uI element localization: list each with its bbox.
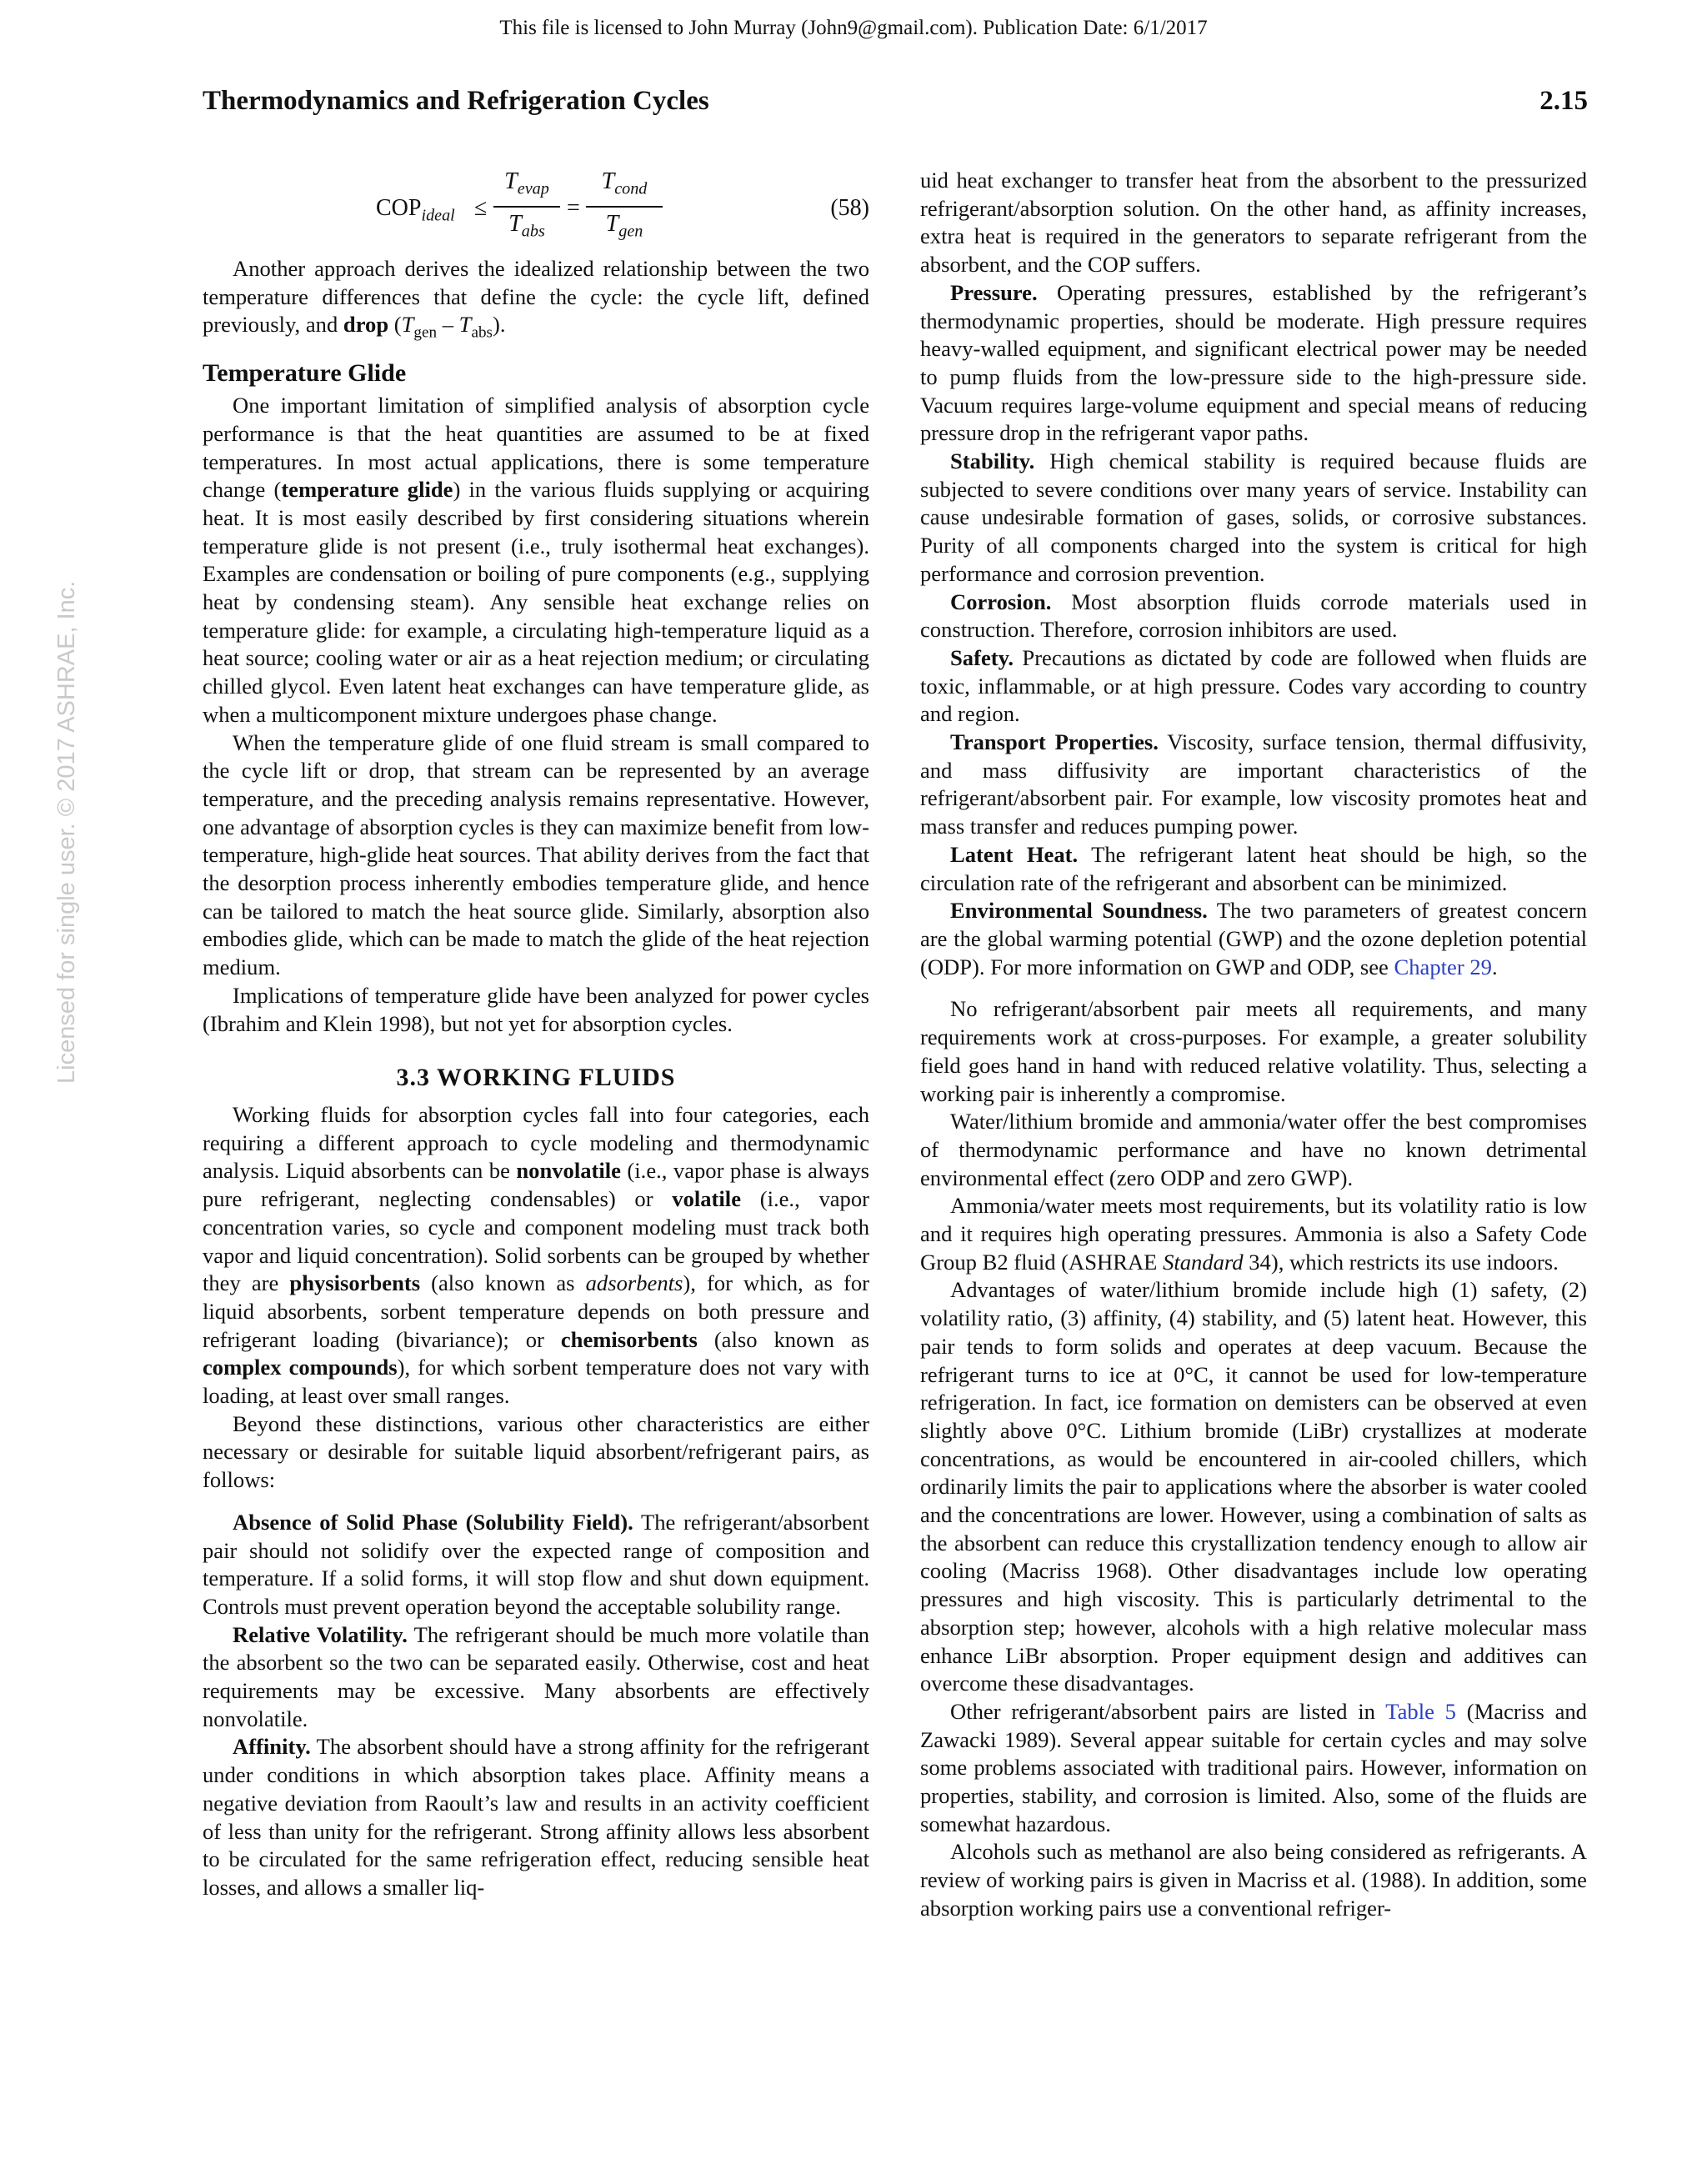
paragraph-relative-volatility: Relative Volatility. The refrigerant should be much more volatile than the absorbent so the two can be separated easily. Otherwise, cost and heat requirements may be excessive. Many absorbents are effectively nonvolatile. [203,1621,869,1731]
paragraph-glide-3: Implications of temperature glide have been analyzed for power cycles (Ibrahim and Klein 1998), but not yet for absorption cycles. [203,982,869,1036]
paragraph-working-2: Beyond these distinctions, various other characteristics are either necessary or desirable for suitable liquid absorbent/refrigerant pairs, as follows: [203,1410,869,1493]
paragraph-corrosion: Corrosion. Most absorption fluids corrode materials used in construction. Therefore, corrosion inhibitors are used. [920,589,1587,643]
license-notice: This file is licensed to John Murray (John9@gmail.com). Publication Date: 6/1/2017 [499,17,1208,39]
paragraph-affinity: Affinity. The absorbent should have a strong affinity for the refrigerant under conditions in which absorption takes place. Affinity means a negative deviation from Raoult’s law and results in an activity coefficient of less than unity for the refrigerant. Strong affinity allows less absorbent to be circulated for the same refrigeration effect, reducing sensible heat losses, and allows a smaller liq- [203,1734,869,1900]
link-chapter-29[interactable]: Chapter 29 [1394,954,1492,979]
paragraph-latent-heat: Latent Heat. The refrigerant latent heat should be high, so the circulation rate of the refrigerant and absorbent can be minimized. [920,841,1588,895]
paragraph-transport: Transport Properties. Viscosity, surface tension, thermal diffusivity, and mass diffusivity are important characteristics of the refrigerant/absorbent pair. For example, low viscosity promotes heat and mass transfer and reduces pumping power. [920,729,1587,839]
eq-fraction-2: $T_{cond}$ $T_{gen}$ [586,165,663,248]
right-column [920,167,1587,1923]
eq-fraction-1: $T_{evap}$ $T_{abs}$ [493,165,560,248]
paragraph-water-libr-ammonia: Water/lithium bromide and ammonia/water offer the best compromises of thermodynamic performance and have no known detrimental environmental effect (zero ODP and zero GWP). [920,1109,1587,1190]
paragraph-working-1: Working fluids for absorption cycles fall into four categories, each requiring a different approach to cycle modeling and thermodynamic analysis. Liquid absorbents can be nonvolatile (i.e., vapor phase is always pure refrigerant, neglecting condensables) or volatile (i.e., vapor concentration varies, so cycle and component modeling must track both vapor and liquid concentration). Solid sorbents can be grouped by whether they are physisorbents (also known as adsorbents), for which, as for liquid absorbents, sorbent temperature depends on both pressure and refrigerant loading (bivariance); or chemisorbents (also known as complex compounds), for which sorbent temperature does not vary with loading, at least over small ranges. [203,1102,869,1409]
paragraph-glide-1: One important limitation of simplified analysis of absorption cycle performance is that the heat quantities are assumed to be at fixed temperatures. In most actual applications, there is some temperature change (temperature glide) in the various fluids supplying or acquiring heat. It is most easily described by first considering situations wherein temperature glide is not present (i.e., truly isothermal heat exchanges). Examples are condensation or boiling of pure components (e.g., supplying heat by condensing steam). Any sensible heat exchange relies on temperature glide: for example, a circulating high-temperature liquid as a heat source; cooling water or air as a heat rejection medium; or circulating chilled glycol. Even latent heat exchanges can have temperature glide, as when a multicomponent mixture undergoes phase change. [203,393,869,727]
eq-equals: = [567,195,580,221]
paragraph-other-pairs: Other refrigerant/absorbent pairs are listed in Table 5 (Macriss and Zawacki 1989). Several appear suitable for certain cycles and may solve some problems associated with traditional pairs. However, information on properties, stability, and corrosion is limited. Also, some of the fluids are somewhat hazardous. [920,1698,1587,1836]
paragraph-ammonia-water: Ammonia/water meets most requirements, but its volatility ratio is low and it requires high operating pressures. Ammonia is also a Safety Code Group B2 fluid (ASHRAE Standard 34), which restricts its use indoors. [920,1193,1587,1275]
running-header-title: Thermodynamics and Refrigeration Cycles [203,86,709,116]
paragraph-safety: Safety. Precautions as dictated by code are followed when fluids are toxic, inflammable, or at high pressure. Codes vary according to country and region. [920,644,1587,727]
paragraph-affinity-continued: uid heat exchanger to transfer heat from the absorbent to the pressurized refrigerant/absorption solution. On the other hand, as affinity increases, extra heat is required in the generators to separate refrigerant from the absorbent, and the COP suffers. [920,168,1587,278]
equation-number: (58) [830,195,869,221]
heading-temperature-glide: Temperature Glide [203,359,407,388]
paragraph-pressure: Pressure. Operating pressures, established by the refrigerant’s thermodynamic properties, should be moderate. High pressure requires heavy-walled equipment, and significant electrical power may be needed to pump fluids from the low-pressure side to the high-pressure side. Vacuum requires large-volume equipment and special means of reducing pressure drop in the refrigerant vapor paths. [920,279,1587,446]
paragraph-stability: Stability. High chemical stability is required because fluids are subjected to severe conditions over many years of service. Instability can cause undesirable formation of gases, solids, or corrosive substances. Purity of all components charged into the system is critical for high performance and corrosion prevention. [920,448,1587,586]
link-table-5[interactable]: Table 5 [1385,1698,1456,1724]
paragraph-solid-phase: Absence of Solid Phase (Solubility Field). The refrigerant/absorbent pair should not solidify over the expected range of composition and temperature. If a solid forms, it will stop flow and shut down equipment. Controls must prevent operation beyond the acceptable solubility range. [203,1509,869,1619]
watermark: Licensed for single user. © 2017 ASHRAE, Inc. [53,580,80,1084]
paragraph-alcohols: Alcohols such as methanol are also being considered as refrigerants. A review of working pairs is given in Macriss et al. (1988). In addition, some absorption working pairs use a conventional refriger- [920,1839,1587,1921]
eq-less-equal: ≤ [474,195,488,221]
left-column [203,167,869,1902]
eq-cop: $COP_{ideal}$ [376,195,455,225]
equation-58 [203,167,869,255]
section-heading-working-fluids: 3.3 WORKING FLUIDS [396,1064,676,1092]
paragraph-environmental: Environmental Soundness. The two parameters of greatest concern are the global warming potential (GWP) and the ozone depletion potential (ODP). For more information on GWP and ODP, see Chapter 29. [920,898,1587,979]
paragraph-approach: Another approach derives the idealized relationship between the two temperature differences that define the cycle: the cycle lift, defined previously, and drop $(T_{gen} - T_{abs})$. [203,256,869,342]
paragraph-glide-2: When the temperature glide of one fluid stream is small compared to the cycle lift or drop, that stream can be represented by an average temperature, and the preceding analysis remains representative. However, one advantage of absorption cycles is they can maximize benefit from low-temperature, high-glide heat sources. That ability derives from the fact that the desorption process inherently embodies temperature glide, and hence can be tailored to match the heat source glide. Similarly, absorption also embodies glide, which can be made to match the glide of the heat rejection medium. [203,729,869,980]
paragraph-libr-advantages: Advantages of water/lithium bromide include high (1) safety, (2) volatility ratio, (3) affinity, (4) stability, and (5) latent heat. However, this pair tends to form solids and operates at deep vacuum. Because the refrigerant turns to ice at 0°C, it cannot be used for low-temperature refrigeration. In fact, ice formation on demisters can be observed at even slightly above 0°C. Lithium bromide (LiBr) crystallizes at moderate concentrations, as would be encountered in air-cooled chillers, which ordinarily limits the pair to applications where the absorber is water cooled and the concentrations are lower. However, using a combination of salts as the absorbent can reduce this crystallization tendency enough to allow air cooling (Macriss 1968). Other disadvantages include low operating pressures and high viscosity. This is particularly detrimental to the absorption step; however, alcohols with a high relative molecular mass enhance LiBr absorption. Proper equipment design and additives can overcome these disadvantages. [920,1277,1587,1696]
paragraph-no-pair: No refrigerant/absorbent pair meets all requirements, and many requirements work at cross-purposes. For example, a greater solubility field goes hand in hand with reduced relative volatility. Thus, selecting a working pair is inherently a compromise. [920,996,1587,1106]
page-number: 2.15 [1539,86,1588,116]
